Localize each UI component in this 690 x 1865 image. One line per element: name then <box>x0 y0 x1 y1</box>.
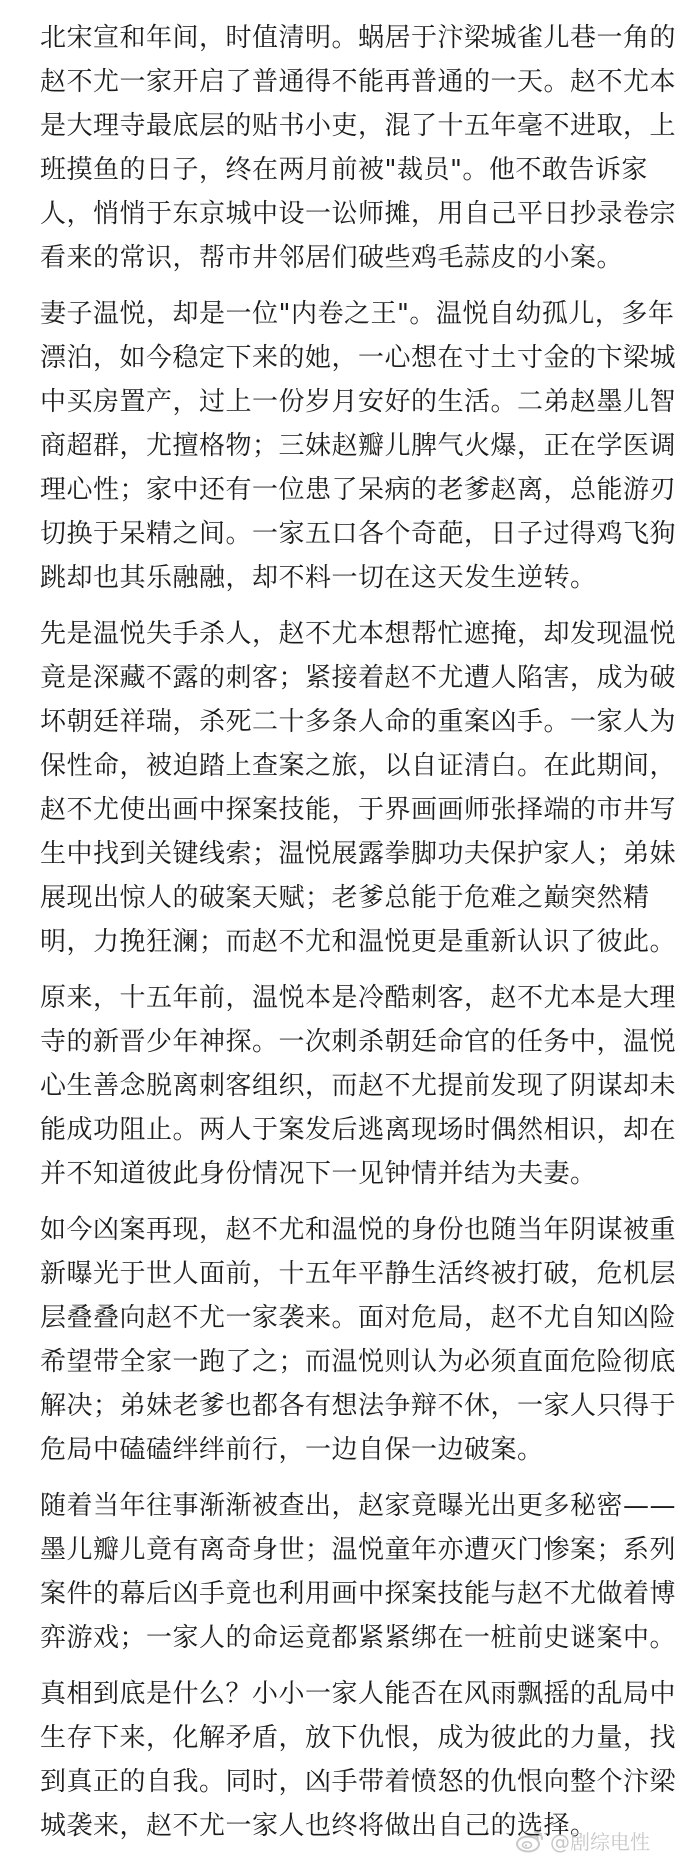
text-line: 明，力挽狂澜；而赵不尤和温悦更是重新认识了彼此。 <box>40 927 677 957</box>
watermark-text: @剧综电性 <box>550 1830 650 1854</box>
text-line: 希望带全家一跑了之；而温悦则认为必须直面危险彻底 <box>40 1347 677 1377</box>
text-line: 能成功阻止。两人于案发后逃离现场时偶然相识，却在 <box>40 1115 677 1145</box>
text-line: 北宋宣和年间，时值清明。蜗居于汴梁城雀儿巷一角的 <box>40 23 677 53</box>
text-line: 是大理寺最底层的贴书小吏，混了十五年毫不进取，上 <box>40 111 677 141</box>
text-line: 人，悄悄于东京城中设一讼师摊，用自己平日抄录卷宗 <box>40 199 677 229</box>
text-line: 随着当年往事渐渐被查出，赵家竟曝光出更多秘密—— <box>40 1491 677 1521</box>
text-line: 墨儿瓣儿竟有离奇身世；温悦童年亦遭灭门惨案；系列 <box>40 1535 677 1565</box>
text-line: 理心性；家中还有一位患了呆病的老爹赵离，总能游刃 <box>40 475 677 505</box>
text-line: 层叠叠向赵不尤一家袭来。面对危局，赵不尤自知凶险 <box>40 1303 677 1333</box>
article-body <box>40 16 677 1860</box>
text-line: 到真正的自我。同时，凶手带着愤怒的仇恨向整个汴梁 <box>40 1767 677 1797</box>
text-line: 切换于呆精之间。一家五口各个奇葩，日子过得鸡飞狗 <box>40 519 677 549</box>
paragraph <box>40 1672 677 1848</box>
text-line: 看来的常识，帮市井邻居们破些鸡毛蒜皮的小案。 <box>40 243 624 273</box>
paragraph <box>40 292 677 600</box>
text-line: 竟是深藏不露的刺客；紧接着赵不尤遭人陷害，成为破 <box>40 663 677 693</box>
paragraph <box>40 976 677 1196</box>
text-line: 赵不尤一家开启了普通得不能再普通的一天。赵不尤本 <box>40 67 677 97</box>
text-line: 坏朝廷祥瑞，杀死二十多条人命的重案凶手。一家人为 <box>40 707 677 737</box>
text-line: 真相到底是什么？小小一家人能否在风雨飘摇的乱局中 <box>40 1679 677 1709</box>
text-line: 原来，十五年前，温悦本是冷酷刺客，赵不尤本是大理 <box>40 983 677 1013</box>
text-line: 如今凶案再现，赵不尤和温悦的身份也随当年阴谋被重 <box>40 1215 677 1245</box>
watermark <box>516 1826 650 1855</box>
text-line: 寺的新晋少年神探。一次刺杀朝廷命官的任务中，温悦 <box>40 1027 677 1057</box>
text-line: 商超群，尤擅格物；三妹赵瓣儿脾气火爆，正在学医调 <box>40 431 677 461</box>
text-line: 新曝光于世人面前，十五年平静生活终被打破，危机层 <box>40 1259 677 1289</box>
paragraph <box>40 1208 677 1472</box>
text-line: 漂泊，如今稳定下来的她，一心想在寸土寸金的卞梁城 <box>40 343 677 373</box>
text-line: 城袭来，赵不尤一家人也终将做出自己的选择。 <box>40 1811 597 1841</box>
paragraph <box>40 16 677 280</box>
text-line: 生中找到关键线索；温悦展露拳脚功夫保护家人；弟妹 <box>40 839 677 869</box>
weibo-logo-icon <box>516 1829 544 1853</box>
text-line: 并不知道彼此身份情况下一见钟情并结为夫妻。 <box>40 1159 597 1189</box>
text-line: 生存下来，化解矛盾，放下仇恨，成为彼此的力量，找 <box>40 1723 677 1753</box>
text-line: 案件的幕后凶手竟也利用画中探案技能与赵不尤做着博 <box>40 1579 677 1609</box>
text-line: 班摸鱼的日子，终在两月前被"裁员"。他不敢告诉家 <box>40 155 648 185</box>
text-line: 跳却也其乐融融，却不料一切在这天发生逆转。 <box>40 563 597 593</box>
text-line: 心生善念脱离刺客组织，而赵不尤提前发现了阴谋却未 <box>40 1071 677 1101</box>
text-line: 先是温悦失手杀人，赵不尤本想帮忙遮掩，却发现温悦 <box>40 619 677 649</box>
text-line: 中买房置产，过上一份岁月安好的生活。二弟赵墨儿智 <box>40 387 677 417</box>
paragraph <box>40 1484 677 1660</box>
text-line: 保性命，被迫踏上查案之旅，以自证清白。在此期间， <box>40 751 677 781</box>
text-line: 危局中磕磕绊绊前行，一边自保一边破案。 <box>40 1435 544 1465</box>
paragraph <box>40 612 677 964</box>
text-line: 妻子温悦，却是一位"内卷之王"。温悦自幼孤儿，多年 <box>40 299 675 329</box>
text-line: 解决；弟妹老爹也都各有想法争辩不休，一家人只得于 <box>40 1391 677 1421</box>
text-line: 赵不尤使出画中探案技能，于界画画师张择端的市井写 <box>40 795 677 825</box>
text-line: 展现出惊人的破案天赋；老爹总能于危难之巅突然精 <box>40 883 650 913</box>
text-line: 弈游戏；一家人的命运竟都紧紧绑在一桩前史谜案中。 <box>40 1623 677 1653</box>
